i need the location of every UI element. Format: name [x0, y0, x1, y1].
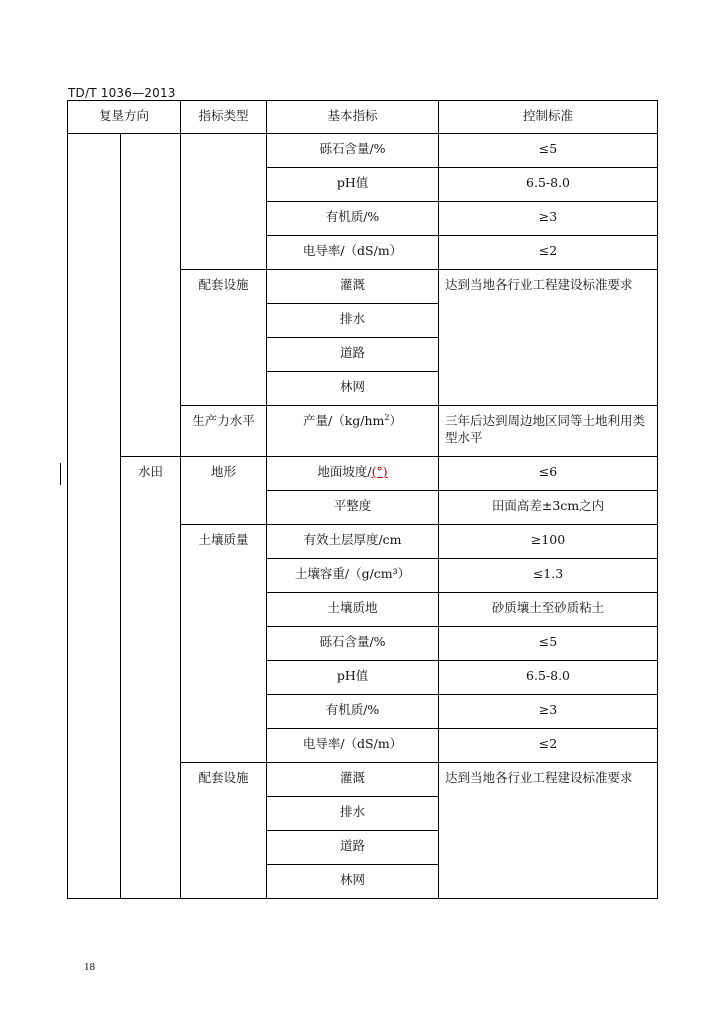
revision-bar — [60, 463, 61, 485]
indicator-cell: 排水 — [267, 304, 439, 338]
table-row — [68, 457, 658, 491]
standard-cell: ≤5 — [439, 627, 658, 661]
indicator-cell: 排水 — [267, 797, 439, 831]
standard-code: TD/T 1036—2013 — [68, 86, 176, 100]
indicator-cell: 电导率/（dS/m） — [267, 236, 439, 270]
indicator-cell: 电导率/（dS/m） — [267, 729, 439, 763]
indicator-cell: 平整度 — [267, 491, 439, 525]
indicator-cell: 砾石含量/% — [267, 627, 439, 661]
header-basic: 基本指标 — [267, 101, 439, 134]
indicator-table — [67, 100, 658, 899]
table-header-row — [68, 101, 658, 134]
indicator-cell: 林网 — [267, 372, 439, 406]
standard-cell-productivity: 三年后达到周边地区同等土地利用类型水平 — [439, 406, 658, 457]
yield-label-close: ） — [389, 413, 403, 428]
subdirection-cell-upper — [121, 134, 181, 457]
subdirection-cell-paddy: 水田 — [121, 457, 181, 899]
yield-label: 产量/（kg/hm — [303, 413, 385, 428]
standard-cell: ≤1.3 — [439, 559, 658, 593]
direction-cell — [68, 134, 121, 899]
standard-cell-facility: 达到当地各行业工程建设标准要求 — [439, 270, 658, 406]
indicator-cell: 土壤容重/（g/cm³） — [267, 559, 439, 593]
standard-cell: ≥3 — [439, 695, 658, 729]
indicator-cell: 有效土层厚度/cm — [267, 525, 439, 559]
header-type: 指标类型 — [181, 101, 267, 134]
slope-label: 地面坡度/ — [317, 464, 372, 479]
standard-cell: 砂质壤土至砂质粘土 — [439, 593, 658, 627]
type-cell-facility-paddy: 配套设施 — [181, 763, 267, 899]
standard-cell-facility-paddy: 达到当地各行业工程建设标准要求 — [439, 763, 658, 899]
standard-cell: ≥3 — [439, 202, 658, 236]
indicator-cell — [267, 457, 439, 491]
header-standard: 控制标准 — [439, 101, 658, 134]
standard-cell: 6.5-8.0 — [439, 168, 658, 202]
standard-cell: ≥100 — [439, 525, 658, 559]
type-cell-productivity: 生产力水平 — [181, 406, 267, 457]
standard-cell: 田面高差±3cm之内 — [439, 491, 658, 525]
indicator-cell: 砾石含量/% — [267, 134, 439, 168]
standard-cell: ≤2 — [439, 729, 658, 763]
standard-cell: ≤5 — [439, 134, 658, 168]
indicator-cell — [267, 406, 439, 457]
header-direction: 复垦方向 — [68, 101, 181, 134]
standard-cell: 6.5-8.0 — [439, 661, 658, 695]
type-cell-soil-continued — [181, 134, 267, 270]
type-cell-terrain: 地形 — [181, 457, 267, 525]
indicator-cell: 道路 — [267, 831, 439, 865]
indicator-cell: pH值 — [267, 661, 439, 695]
slope-unit: (°) — [371, 464, 388, 479]
standard-cell: ≤6 — [439, 457, 658, 491]
indicator-cell: pH值 — [267, 168, 439, 202]
page-number: 18 — [84, 961, 95, 973]
type-cell-soil: 土壤质量 — [181, 525, 267, 763]
standard-cell: ≤2 — [439, 236, 658, 270]
indicator-cell: 土壤质地 — [267, 593, 439, 627]
indicator-cell: 灌溉 — [267, 270, 439, 304]
indicator-cell: 灌溉 — [267, 763, 439, 797]
indicator-cell: 林网 — [267, 865, 439, 899]
indicator-cell: 有机质/% — [267, 202, 439, 236]
yield-superscript: 2 — [384, 412, 390, 422]
table-row — [68, 134, 658, 168]
indicator-cell: 道路 — [267, 338, 439, 372]
indicator-cell: 有机质/% — [267, 695, 439, 729]
type-cell-facility: 配套设施 — [181, 270, 267, 406]
